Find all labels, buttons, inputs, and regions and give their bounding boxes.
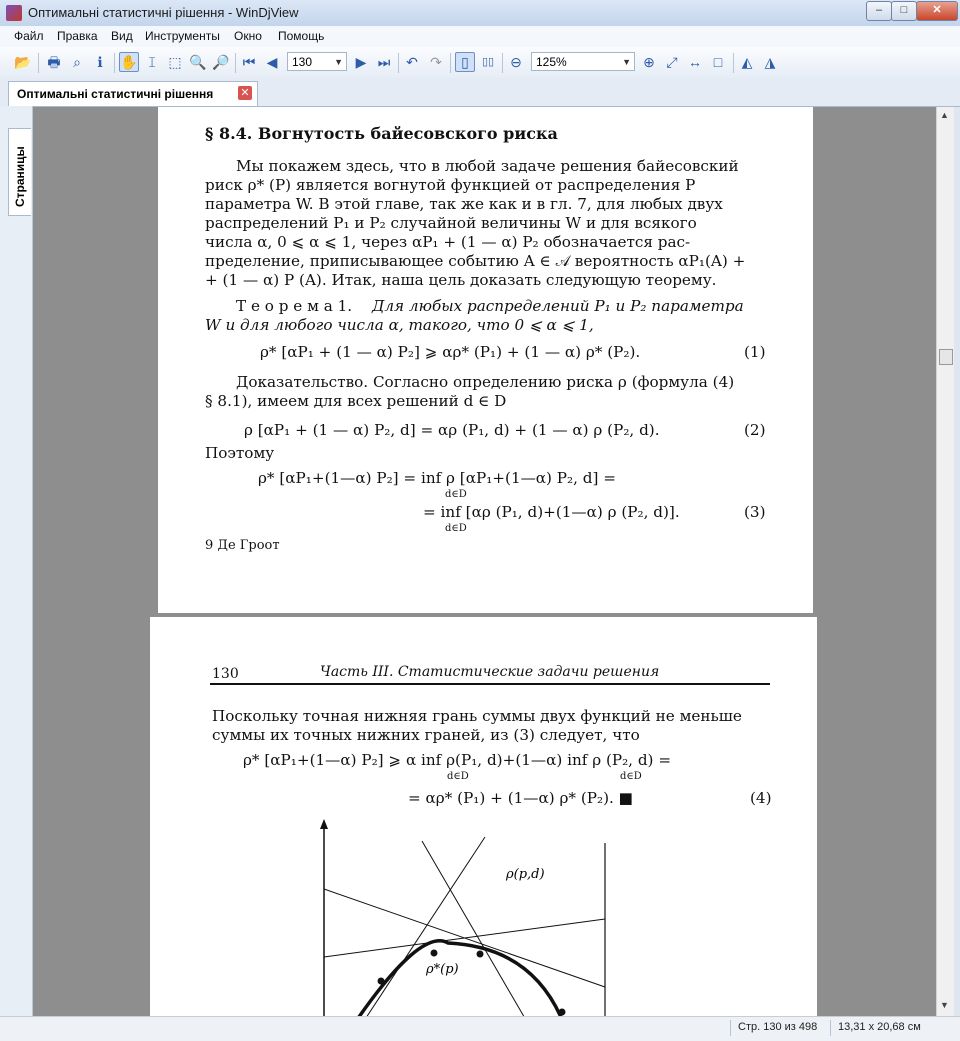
tangent-point bbox=[378, 978, 385, 985]
zoom-in-icon[interactable]: ⊕ bbox=[643, 54, 655, 70]
page-number-value: 130 bbox=[292, 55, 313, 69]
equation-number: (4) bbox=[750, 789, 772, 807]
close-button[interactable]: ✕ bbox=[916, 1, 958, 21]
chevron-down-icon: ▼ bbox=[622, 57, 631, 67]
proof-text: Доказательство. Согласно определению риска ρ (формула (4) bbox=[236, 373, 735, 391]
maximize-button[interactable]: □ bbox=[891, 1, 917, 21]
close-tab-icon[interactable]: ✕ bbox=[238, 86, 252, 100]
scroll-up-arrow-icon[interactable]: ▲ bbox=[940, 110, 949, 120]
tab-document[interactable] bbox=[8, 81, 258, 106]
paragraph-line: Поэтому bbox=[205, 444, 275, 462]
figure-label-rho-star: ρ*(p) bbox=[426, 962, 459, 977]
equation-subscript: d∈D bbox=[445, 489, 467, 500]
document-page bbox=[150, 617, 817, 1016]
tangent-point bbox=[431, 950, 438, 957]
zoom-combo[interactable] bbox=[531, 52, 635, 71]
theorem-label: Т е о р е м а 1. bbox=[236, 297, 353, 315]
menu-bar bbox=[0, 26, 960, 48]
menu-view[interactable]: Вид bbox=[111, 29, 133, 43]
window-title: Оптимальні статистичні рішення - WinDjView bbox=[28, 5, 299, 20]
equation-number: (1) bbox=[744, 343, 766, 361]
equation: ρ* [αP₁+(1—α) P₂] ⩾ α inf ρ(P₁, d)+(1—α) inf ρ (P₂, d) = bbox=[243, 751, 672, 769]
equation: ρ* [αP₁+(1—α) P₂] = inf ρ [αP₁+(1—α) P₂, d] = bbox=[258, 469, 616, 487]
scrollbar-thumb[interactable] bbox=[939, 349, 953, 365]
chevron-down-icon: ▼ bbox=[334, 57, 343, 67]
minimize-button[interactable]: – bbox=[866, 1, 892, 21]
tangent-point bbox=[559, 1009, 566, 1016]
theorem-text: W и для любого числа α, такого, что 0 ⩽ α ⩽ 1, bbox=[205, 316, 594, 334]
risk-line bbox=[324, 919, 605, 957]
status-page-info: Стр. 130 из 498 bbox=[738, 1021, 818, 1033]
equation: = inf [αρ (P₁, d)+(1—α) ρ (P₂, d)]. bbox=[423, 503, 680, 521]
tab-document-label: Оптимальні статистичні рішення bbox=[17, 87, 214, 101]
equation: ρ* [αP₁ + (1 — α) P₂] ⩾ αρ* (P₁) + (1 — α) ρ* (P₂). bbox=[260, 343, 641, 361]
two-page-icon[interactable]: ▯▯ bbox=[481, 56, 495, 68]
toolbar-separator bbox=[235, 53, 236, 73]
first-page-icon[interactable]: ⏮ bbox=[242, 54, 256, 70]
running-head: Часть III. Статистические задачи решения bbox=[320, 664, 660, 680]
vertical-scrollbar[interactable] bbox=[936, 107, 954, 1016]
status-separator bbox=[830, 1020, 831, 1036]
toolbar-separator bbox=[114, 53, 115, 73]
toolbar-separator bbox=[733, 53, 734, 73]
scroll-down-arrow-icon[interactable]: ▼ bbox=[940, 1000, 949, 1010]
menu-edit[interactable]: Правка bbox=[57, 29, 98, 43]
rect-select-icon[interactable]: ⬚ bbox=[168, 54, 182, 70]
page-number-combo[interactable] bbox=[287, 52, 347, 71]
document-page bbox=[158, 107, 813, 613]
fit-width-icon[interactable]: ↔ bbox=[688, 54, 702, 70]
fit-page-icon[interactable]: ⤢ bbox=[666, 54, 678, 70]
equation-subscript: d∈D bbox=[445, 523, 467, 534]
paragraph-line: Мы покажем здесь, что в любой задаче решения байесовский bbox=[236, 157, 739, 175]
paragraph-line: параметра W. В этой главе, так же как и в гл. 7, для любых двух bbox=[205, 195, 723, 213]
equation-subscript: d∈D bbox=[620, 771, 642, 782]
title-bar bbox=[0, 0, 960, 27]
actual-size-icon[interactable]: □ bbox=[713, 54, 723, 70]
windjview-app-icon bbox=[6, 5, 22, 21]
rotate-left-icon[interactable]: ◭ bbox=[741, 54, 753, 70]
text-select-icon[interactable]: 𝙸 bbox=[147, 54, 157, 70]
forward-icon[interactable]: ↷ bbox=[430, 54, 442, 70]
section-heading: § 8.4. Вогнутость байесовского риска bbox=[205, 124, 558, 143]
rotate-right-icon[interactable]: ◮ bbox=[764, 54, 776, 70]
zoom-rect-icon[interactable]: 🔍 bbox=[189, 54, 207, 70]
toolbar-separator bbox=[450, 53, 451, 73]
bayes-risk-curve bbox=[352, 941, 565, 1016]
header-rule bbox=[210, 683, 770, 685]
paragraph-line: суммы их точных нижних граней, из (3) следует, что bbox=[212, 726, 640, 744]
tangent-point bbox=[477, 951, 484, 958]
open-file-icon[interactable]: 📂 bbox=[14, 54, 32, 70]
hand-tool-icon[interactable]: ✋ bbox=[120, 54, 138, 70]
print-icon[interactable]: 🖶 bbox=[47, 54, 61, 70]
status-separator bbox=[730, 1020, 731, 1036]
document-info-icon[interactable]: ℹ bbox=[97, 54, 103, 70]
page-footer: 9 Де Гроот bbox=[205, 538, 280, 553]
menu-window[interactable]: Окно bbox=[234, 29, 262, 43]
tab-pages-label: Страницы bbox=[13, 146, 27, 207]
document-viewport[interactable] bbox=[33, 107, 936, 1016]
page-number: 130 bbox=[212, 666, 239, 682]
equation-subscript: d∈D bbox=[447, 771, 469, 782]
proof-text: § 8.1), имеем для всех решений d ∈ D bbox=[205, 392, 507, 410]
paragraph-line: Поскольку точная нижняя грань суммы двух функций не меньше bbox=[212, 707, 742, 725]
paragraph-line: пределение, приписывающее событию A ∈ 𝒜 вероятность αP₁(A) + bbox=[205, 252, 746, 270]
paragraph-line: риск ρ* (P) является вогнутой функцией от распределения P bbox=[205, 176, 696, 194]
zoom-out-icon[interactable]: ⊖ bbox=[510, 54, 522, 70]
toolbar bbox=[0, 47, 960, 79]
paragraph-line: распределений P₁ и P₂ случайной величины W и для всякого bbox=[205, 214, 697, 232]
last-page-icon[interactable]: ⏭ bbox=[377, 54, 391, 70]
paragraph-line: числа α, 0 ⩽ α ⩽ 1, через αP₁ + (1 — α) P₂ обозначается рас- bbox=[205, 233, 691, 251]
menu-tools[interactable]: Инструменты bbox=[145, 29, 220, 43]
theorem-text: Для любых распределений P₁ и P₂ параметра bbox=[372, 297, 744, 315]
find-icon[interactable]: ⌕ bbox=[73, 54, 81, 70]
previous-page-icon[interactable]: ◀ bbox=[266, 54, 278, 70]
tab-pages[interactable] bbox=[8, 128, 31, 216]
equation-number: (3) bbox=[744, 503, 766, 521]
paragraph-line: + (1 — α) P (A). Итак, наша цель доказать следующую теорему. bbox=[205, 271, 717, 289]
side-panel bbox=[0, 106, 33, 1016]
zoom-value: 125% bbox=[536, 55, 567, 69]
equation: ρ [αP₁ + (1 — α) P₂, d] = αρ (P₁, d) + (1 — α) ρ (P₂, d). bbox=[244, 421, 660, 439]
toolbar-separator bbox=[502, 53, 503, 73]
menu-file[interactable]: Файл bbox=[14, 29, 44, 43]
magnifier-icon[interactable]: 🔎 bbox=[212, 54, 230, 70]
menu-help[interactable]: Помощь bbox=[278, 29, 325, 43]
equation: = αρ* (P₁) + (1—α) ρ* (P₂). ■ bbox=[408, 789, 633, 807]
bayes-risk-figure bbox=[300, 817, 620, 1016]
next-page-icon[interactable]: ▶ bbox=[355, 54, 367, 70]
tab-bar bbox=[0, 78, 960, 107]
back-icon[interactable]: ↶ bbox=[406, 54, 418, 70]
equation-number: (2) bbox=[744, 421, 766, 439]
y-axis-arrow bbox=[320, 819, 328, 829]
figure-label-rho: ρ(p,d) bbox=[506, 867, 545, 882]
status-bar bbox=[0, 1016, 960, 1041]
toolbar-separator bbox=[398, 53, 399, 73]
single-page-icon[interactable]: ▯ bbox=[455, 52, 475, 72]
status-page-size: 13,31 x 20,68 см bbox=[838, 1021, 921, 1033]
toolbar-separator bbox=[38, 53, 39, 73]
